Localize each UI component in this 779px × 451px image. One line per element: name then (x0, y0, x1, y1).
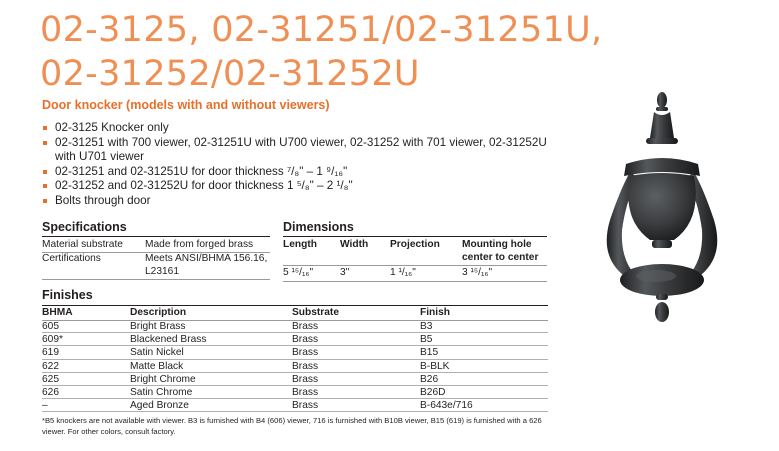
feature-item: 02-31251 with 700 viewer, 02-31251U with U700 viewer, 02-31252 with 701 viewer, 02-31252U with U701 viewer (42, 136, 562, 165)
finish-row (42, 399, 548, 412)
dim-header-projection: Projection (390, 239, 440, 250)
dim-header-mounting: Mounting hole center to center (462, 239, 539, 263)
finish-description: Matte Black (130, 360, 184, 372)
finish-row (42, 373, 548, 386)
finishes-heading: Finishes (42, 288, 93, 302)
spec-label: Material substrate (42, 239, 123, 250)
title-line-1: 02-3125, 02-31251/02-31251U, (40, 10, 603, 50)
finish-description: Bright Brass (130, 321, 186, 332)
feature-item: Bolts through door (42, 194, 562, 209)
finish-bhma: 619 (42, 347, 59, 359)
finish-row (42, 360, 548, 373)
finish-description: Satin Chrome (130, 387, 193, 398)
feature-item: 02-31252 and 02-31252U for door thickness 1 ⁵/₈" – 2 ¹/₈" (42, 179, 562, 194)
finish-code: B5 (420, 334, 433, 346)
dim-header-width: Width (340, 239, 369, 250)
specifications-heading: Specifications (42, 220, 127, 234)
dim-value-length: 5 ¹⁵/₁₆" (283, 267, 314, 278)
finishes-footnote: *B5 knockers are not available with viewer. B3 is furnished with B4 (606) viewer, 716 is furnished with B10B viewer, B15 (619) is furnished with a 626 viewer. For other colors, consult factory. (42, 416, 542, 436)
fin-header-bhma: BHMA (42, 307, 73, 318)
finish-code: B-643e/716 (420, 400, 473, 412)
feature-item: 02-31251 and 02-31251U for door thickness ⁷/₈" – 1 ⁹/₁₆" (42, 165, 562, 180)
product-subtitle: Door knocker (models with and without viewers) (42, 98, 330, 112)
finish-code: B26 (420, 373, 439, 385)
page-title (40, 8, 603, 96)
finish-code: B-BLK (420, 360, 450, 372)
finish-row (42, 333, 548, 346)
finishes-rule (42, 305, 548, 306)
finish-substrate: Brass (292, 334, 319, 346)
finish-bhma: 626 (42, 387, 59, 398)
finish-row (42, 386, 548, 399)
spec-value: Meets ANSI/BHMA 156.16, L23161 (145, 253, 268, 277)
title-line-2: 02-31252/02-31252U (40, 54, 420, 94)
spec-label: Certifications (42, 253, 101, 264)
dimensions-heading: Dimensions (283, 220, 354, 234)
finish-substrate: Brass (292, 373, 319, 385)
dim-row-divider (283, 281, 547, 282)
finish-substrate: Brass (292, 347, 319, 359)
finish-description: Bright Chrome (130, 373, 196, 385)
finish-bhma: 622 (42, 360, 59, 372)
dim-header-length: Length (283, 239, 317, 250)
finish-description: Blackened Brass (130, 334, 207, 346)
dim-header-divider (283, 265, 547, 266)
finish-substrate: Brass (292, 400, 319, 412)
finish-row (42, 320, 548, 333)
finish-substrate: Brass (292, 387, 319, 398)
dim-value-mounting: 3 ¹⁵/₁₆" (462, 267, 493, 278)
fin-header-finish: Finish (420, 307, 450, 318)
spec-row-divider (42, 279, 270, 280)
finish-bhma: 605 (42, 321, 59, 332)
finish-bhma: – (42, 400, 48, 412)
finish-code: B3 (420, 321, 433, 332)
finish-description: Aged Bronze (130, 400, 189, 412)
finish-row (42, 346, 548, 359)
finish-substrate: Brass (292, 360, 319, 372)
finish-description: Satin Nickel (130, 347, 184, 359)
spec-value: Made from forged brass (145, 239, 254, 250)
fin-header-description: Description (130, 307, 187, 318)
dim-value-projection: 1 ¹/₁₆" (390, 267, 416, 278)
feature-list (42, 121, 562, 208)
fin-header-substrate: Substrate (292, 307, 339, 318)
finish-substrate: Brass (292, 321, 319, 332)
specifications-rule (42, 236, 270, 237)
finish-code: B15 (420, 347, 439, 359)
finish-bhma: 625 (42, 373, 59, 385)
dimensions-rule (283, 236, 547, 237)
finish-bhma: 609* (42, 334, 63, 346)
finish-code: B26D (420, 387, 446, 398)
dim-value-width: 3" (340, 267, 350, 278)
door-knocker-product-photo (590, 90, 740, 330)
feature-item: 02-3125 Knocker only (42, 121, 562, 136)
